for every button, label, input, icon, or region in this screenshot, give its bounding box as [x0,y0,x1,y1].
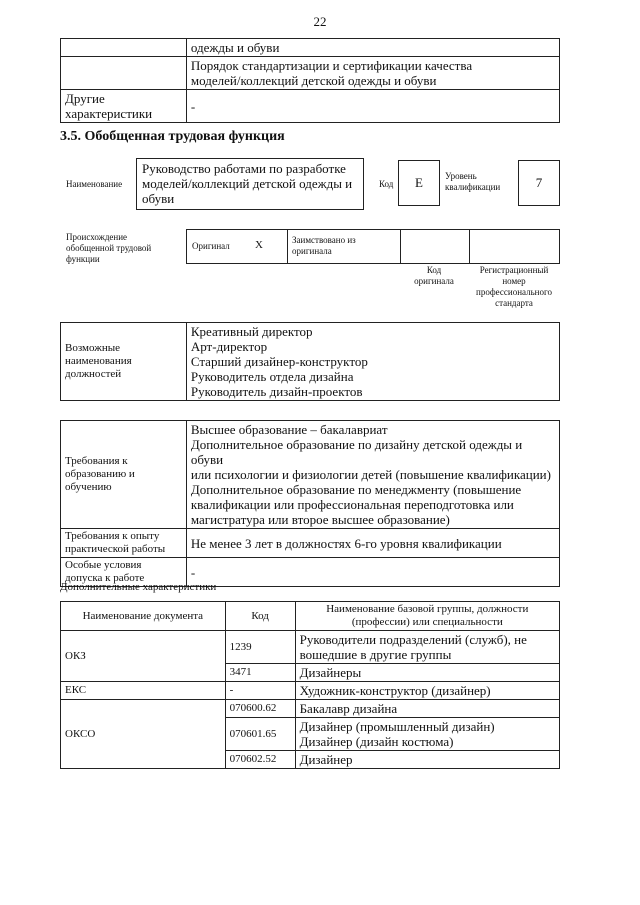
top-table [60,38,560,123]
experience-label: Требования к опыту практической работы [61,529,187,558]
okz-code: 3471 [225,664,295,682]
okso-name: Дизайнер [295,751,559,769]
other-characteristics-value: - [186,90,559,123]
okz-code: 1239 [225,631,295,664]
experience-value: Не менее 3 лет в должностях 6-го уровня квалификации [186,529,559,558]
table-row [61,700,560,718]
function-level-label: Уровень квалификации [445,171,501,192]
table-row [61,631,560,664]
top-row2-text: Порядок стандартизации и сертификации качества моделей/коллекций детской одежды и обуви [186,57,559,90]
okso-name: Дизайнер (промышленный дизайн) Дизайнер (дизайн костюма) [295,718,559,751]
requirements-table [60,420,560,587]
col-name-header: Наименование базовой группы, должности (профессии) или специальности [295,602,559,631]
special-conditions-label: Особые условия допуска к работе [61,558,187,587]
origin-reg-caption: Регистрационный номер профессионального стандарта [476,265,552,308]
page-number: 22 [313,14,327,29]
position-item: Старший дизайнер-конструктор [190,354,368,369]
section-title: 3.5. Обобщенная трудовая функция [60,129,285,144]
okso-label: ОКСО [61,700,226,769]
eks-name: Художник-конструктор (дизайнер) [295,682,559,700]
function-code-label: Код [379,179,394,189]
function-name-label: Наименование [66,179,123,189]
function-code-value: E [398,160,440,206]
okso-name: Бакалавр дизайна [295,700,559,718]
origin-borrowed-label: Заимствовано из оригинала [292,235,356,256]
positions-label: Возможные наименования должностей [61,323,187,401]
additional-table [60,601,560,769]
col-code-header: Код [225,602,295,631]
col-doc-header: Наименование документа [61,602,226,631]
okso-code: 070600.62 [225,700,295,718]
origin-code-caption: Код оригинала [414,265,454,286]
okz-name: Дизайнеры [295,664,559,682]
position-item: Арт-директор [190,339,268,354]
special-conditions-value: - [186,558,559,587]
position-item: Руководитель дизайн-проектов [190,384,363,399]
top-row1-text: одежды и обуви [186,39,559,57]
origin-label: Происхождение обобщенной трудовой функции [66,232,152,264]
function-name-value: Руководство работами по разработке моделей/коллекций детской одежды и обуви [136,158,364,210]
function-level-value: 7 [518,160,560,206]
positions-list [186,323,559,401]
okso-code: 070602.52 [225,751,295,769]
origin-original-mark: X [255,239,263,251]
table-row [61,682,560,700]
additional-heading: Дополнительные характеристики [60,581,217,593]
position-item: Креативный директор [190,324,313,339]
okso-code: 070601.65 [225,718,295,751]
education-value: Высшее образование – бакалавриат Дополнительное образование по дизайну детской одежды и обуви или психологии и физиологии детей (повышение квалификации) Дополнительное образование по менеджменту (повышение квалификации или профессиональная переподготовка или магистратура или второе высшее образование) [186,421,559,529]
eks-label: ЕКС [61,682,226,700]
positions-table [60,322,560,401]
origin-box [186,229,560,264]
position-item: Руководитель отдела дизайна [190,369,354,384]
eks-code: - [225,682,295,700]
okz-name: Руководители подразделений (служб), не вошедшие в другие группы [295,631,559,664]
okz-label: ОКЗ [61,631,226,682]
education-label: Требования к образованию и обучению [61,421,187,529]
origin-original-label: Оригинал [192,241,230,251]
other-characteristics-label: Другие характеристики [61,90,187,123]
